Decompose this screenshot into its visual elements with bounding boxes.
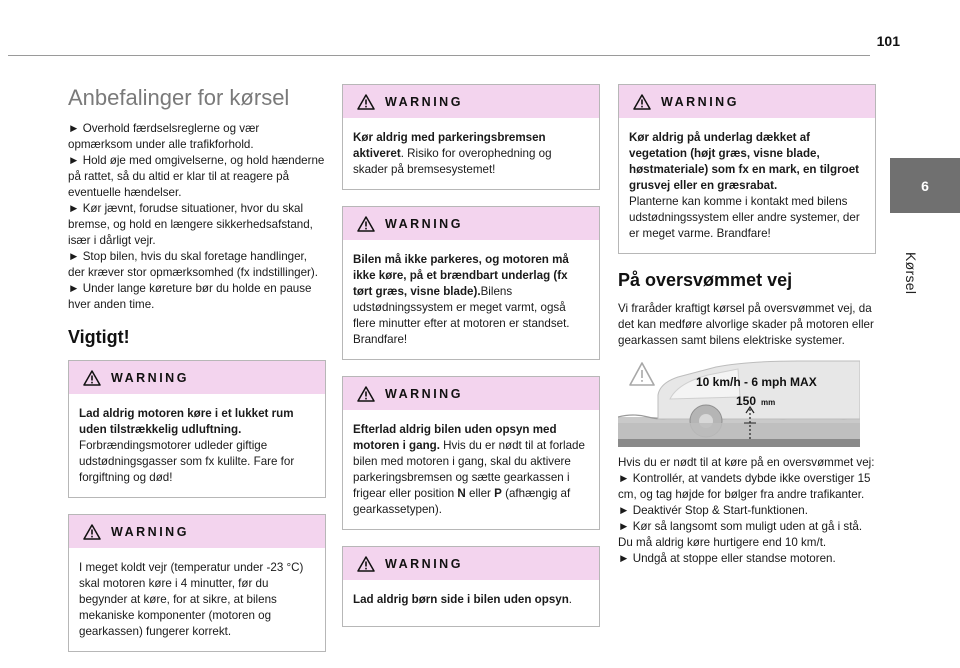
warning-label: WARNING xyxy=(111,370,189,385)
section-title: Anbefalinger for kørsel xyxy=(68,85,290,110)
chapter-label: Kørsel xyxy=(903,252,919,295)
warning-box xyxy=(618,84,876,254)
depth-value-label: 150 xyxy=(736,394,757,408)
depth-unit-label: mm xyxy=(761,398,776,407)
warning-header xyxy=(343,207,599,240)
warning-box xyxy=(68,514,326,652)
warning-text: . Risiko for overophedning og skader på bremsesystemet! xyxy=(353,147,552,176)
warning-label: WARNING xyxy=(385,94,463,109)
warning-body xyxy=(69,394,325,497)
warning-text: I meget koldt vejr (temperatur under -23 °C) skal motoren køre i 4 minutter, før du begynder at køre, for at sikre, at bilens mekaniske komponenter (motoren og gearkassen) fungerer korrekt. xyxy=(79,561,304,638)
warning-header xyxy=(343,85,599,118)
warning-triangle-icon xyxy=(633,94,651,110)
warning-bold-text: Kør aldrig med parkeringsbremsen aktiveret xyxy=(353,131,546,160)
warning-body xyxy=(69,548,325,651)
warning-box xyxy=(342,376,600,530)
top-rule xyxy=(8,55,870,56)
warning-bold-text: Kør aldrig på underlag dækket af vegetation (højt græs, visne blade, høstmateriale) som fx en mark, en tilgroet grusvej eller en græsrabat. xyxy=(629,131,860,192)
warning-label: WARNING xyxy=(385,386,463,401)
warning-label: WARNING xyxy=(385,556,463,571)
warning-bold-text: Bilen må ikke parkeres, og motoren må ikke køre, på et brændbart underlag (fx tørt græs, visne blade). xyxy=(353,253,569,298)
flooded-road-intro: Vi fraråder kraftigt kørsel på oversvømmet vej, da det kan medføre alvorlige skader på motoren eller gearkassen samt bilens elektriske systemer. xyxy=(618,302,874,347)
warning-triangle-icon xyxy=(357,94,375,110)
warning-body xyxy=(343,118,599,189)
warning-text: . xyxy=(568,593,573,606)
warning-box xyxy=(342,206,600,360)
warning-body xyxy=(343,240,599,359)
warning-triangle-icon xyxy=(83,370,101,386)
warning-header xyxy=(69,515,325,548)
flooded-road-steps: Hvis du er nødt til at køre på en oversvømmet vej: ► Kontrollér, at vandets dybde ikke overstiger 15 cm, og tag højde for bølger fra andre trafikanter. ► Deaktivér Stop & Start-funktionen. ► Kør så langsomt som muligt uden at gå i stå. Du må aldrig køre hurtigere end 10 km/t. ► Undgå at stoppe eller standse motoren. xyxy=(618,456,875,565)
warning-header xyxy=(343,377,599,410)
warning-bold-text: Efterlad aldrig bilen uden opsyn med motoren i gang. xyxy=(353,423,557,452)
warning-box xyxy=(342,546,600,627)
column-right xyxy=(618,84,876,567)
warning-body xyxy=(619,118,875,253)
warning-header xyxy=(69,361,325,394)
warning-body xyxy=(343,580,599,626)
warning-label: WARNING xyxy=(111,524,189,539)
driving-advice: ► Overhold færdselsreglerne og vær opmærksom under alle trafikforhold. ► Hold øje med omgivelserne, og hold hænderne på rattet, så du altid er klar til at reagere på eventuelle hændelser. ► Kør jævnt, forudse situationer, hvor du skal bremse, og hold en længere sikkerhedsafstand, især i dårligt vejr. ► Stop bilen, hvis du skal foretage handlinger, der kræver stor opmærksomhed (fx indstillinger). ► Under lange køreture bør du holde en pause hver anden time. xyxy=(68,122,325,311)
warning-text: Forbrændingsmotorer udleder giftige udstødningsgasser som fx kulilte. Fare for forgiftning og død! xyxy=(79,439,295,484)
warning-bold-text: Lad aldrig børn side i bilen uden opsyn xyxy=(353,593,569,606)
page-number: 101 xyxy=(876,33,900,49)
warning-header xyxy=(343,547,599,580)
warning-triangle-icon xyxy=(83,524,101,540)
warning-label: WARNING xyxy=(385,216,463,231)
warning-header xyxy=(619,85,875,118)
warning-box xyxy=(342,84,600,190)
important-heading: Vigtigt! xyxy=(68,327,130,347)
warning-text: Bilens udstødningssystem er meget varmt, også flere minutter efter at motoren er standset. Brandfare! xyxy=(353,285,570,346)
warning-bold-text: Lad aldrig motoren køre i et lukket rum uden tilstrækkelig udluftning. xyxy=(79,407,294,436)
warning-text: Planterne kan komme i kontakt med bilens udstødningssystem eller andre systemer, der er meget varme. Brandfare! xyxy=(629,195,860,240)
warning-triangle-icon xyxy=(357,556,375,572)
speed-limit-label: 10 km/h - 6 mph MAX xyxy=(696,375,817,389)
flooded-road-heading: På oversvømmet vej xyxy=(618,270,793,290)
column-left xyxy=(68,80,326,668)
warning-body: Efterlad aldrig bilen uden opsyn med motoren i gang. Hvis du er nødt til at forlade bilen med motoren i gang, skal du aktivere parkeringsbremsen og sætte gearkassen i frigear eller position N eller P (afhængig af gearkassetypen). xyxy=(353,423,585,516)
warning-label: WARNING xyxy=(661,94,739,109)
column-middle xyxy=(342,84,600,643)
flooded-road-illustration xyxy=(618,359,860,447)
warning-box xyxy=(68,360,326,498)
warning-triangle-icon xyxy=(357,216,375,232)
warning-triangle-icon xyxy=(357,386,375,402)
chapter-tab: 6 xyxy=(890,158,960,213)
